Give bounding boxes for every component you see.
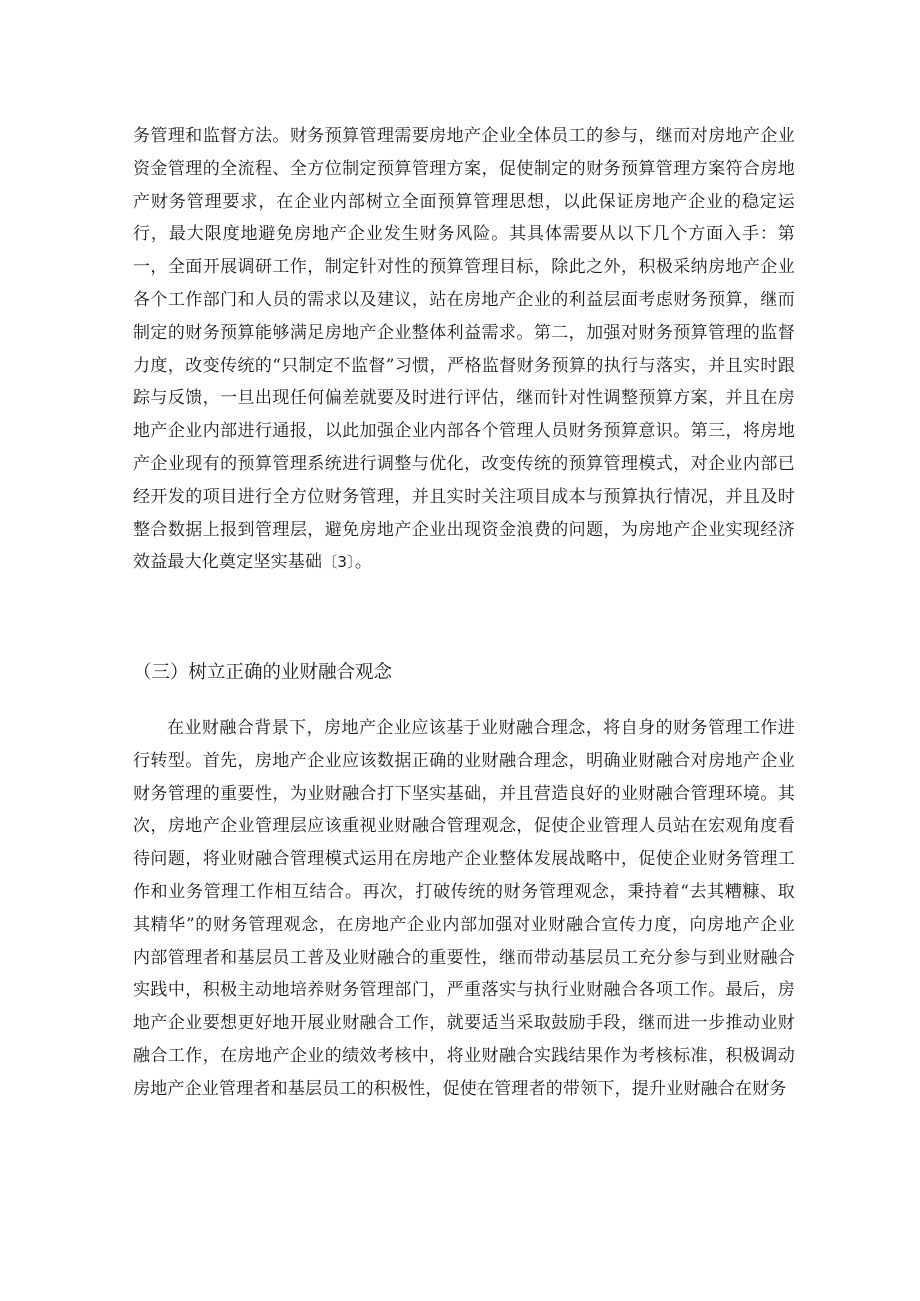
paragraph-text: 务管理和监督方法。财务预算管理需要房地产企业全体员工的参与，继而对房地产企业资金管理的全流程、全方位制定预算管理方案，促使制定的财务预算管理方案符合房地产财务管理要求，在企业内部树立全面预算管理思想，以此保证房地产企业的稳定运行，最大限度地避免房地产企业发生财务风险。其具体需要从以下几个方面入手：第一，全面开展调研工作，制定针对性的预算管理目标，除此之外，积极采纳房地产企业各个工作部门和人员的需求以及建议，站在房地产企业的利益层面考虑财务预算，继而制定的财务预算能够满足房地产企业整体利益需求。第二，加强对财务预算管理的监督力度，改变传统的“只制定不监督”习惯，严格监督财务预算的执行与落实，并且实时跟踪与反馈，一旦出现任何偏差就要及时进行评估，继而针对性调整预算方案，并且在房地产企业内部进行通报，以此加强企业内部各个管理人员财务预算意识。第三，将房地产企业现有的预算管理系统进行调整与优化，改变传统的预算管理模式，对企业内部已经开发的项目进行全方位财务管理，并且实时关注项目成本与预算执行情况，并且及时整合数据上报到管理层，避免房地产企业出现资金浪费的问题，为房地产企业实现经济效益最大化奠定坚实基础 [133, 126, 795, 573]
citation-reference: 〔3〕 [322, 553, 355, 572]
section-heading: （三）树立正确的业财融合观念 [133, 662, 393, 683]
paragraph-end-punctuation: 。 [354, 552, 373, 573]
body-paragraph-continued [133, 120, 795, 579]
body-paragraph: 在业财融合背景下，房地产企业应该基于业财融合理念，将自身的财务管理工作进行转型。首先，房地产企业应该数据正确的业财融合理念，明确业财融合对房地产企业财务管理的重要性，为业财融合打下坚实基础，并且营造良好的业财融合管理环境。其次，房地产企业管理层应该重视业财融合管理观念，促使企业管理人员站在宏观角度看待问题，将业财融合管理模式运用在房地产企业整体发展战略中，促使企业财务管理工作和业务管理工作相互结合。再次，打破传统的财务管理观念，秉持着“去其糟糠、取其精华”的财务管理观念，在房地产企业内部加强对业财融合宣传力度，向房地产企业内部管理者和基层员工普及业财融合的重要性，继而带动基层员工充分参与到业财融合实践中，积极主动地培养财务管理部门，严重落实与执行业财融合各项工作。最后，房地产企业要想更好地开展业财融合工作，就要适当采取鼓励手段，继而进一步推动业财融合工作，在房地产企业的绩效考核中，将业财融合实践结果作为考核标准，积极调动房地产企业管理者和基层员工的积极性，促使在管理者的带领下，提升业财融合在财务 [133, 718, 795, 1099]
